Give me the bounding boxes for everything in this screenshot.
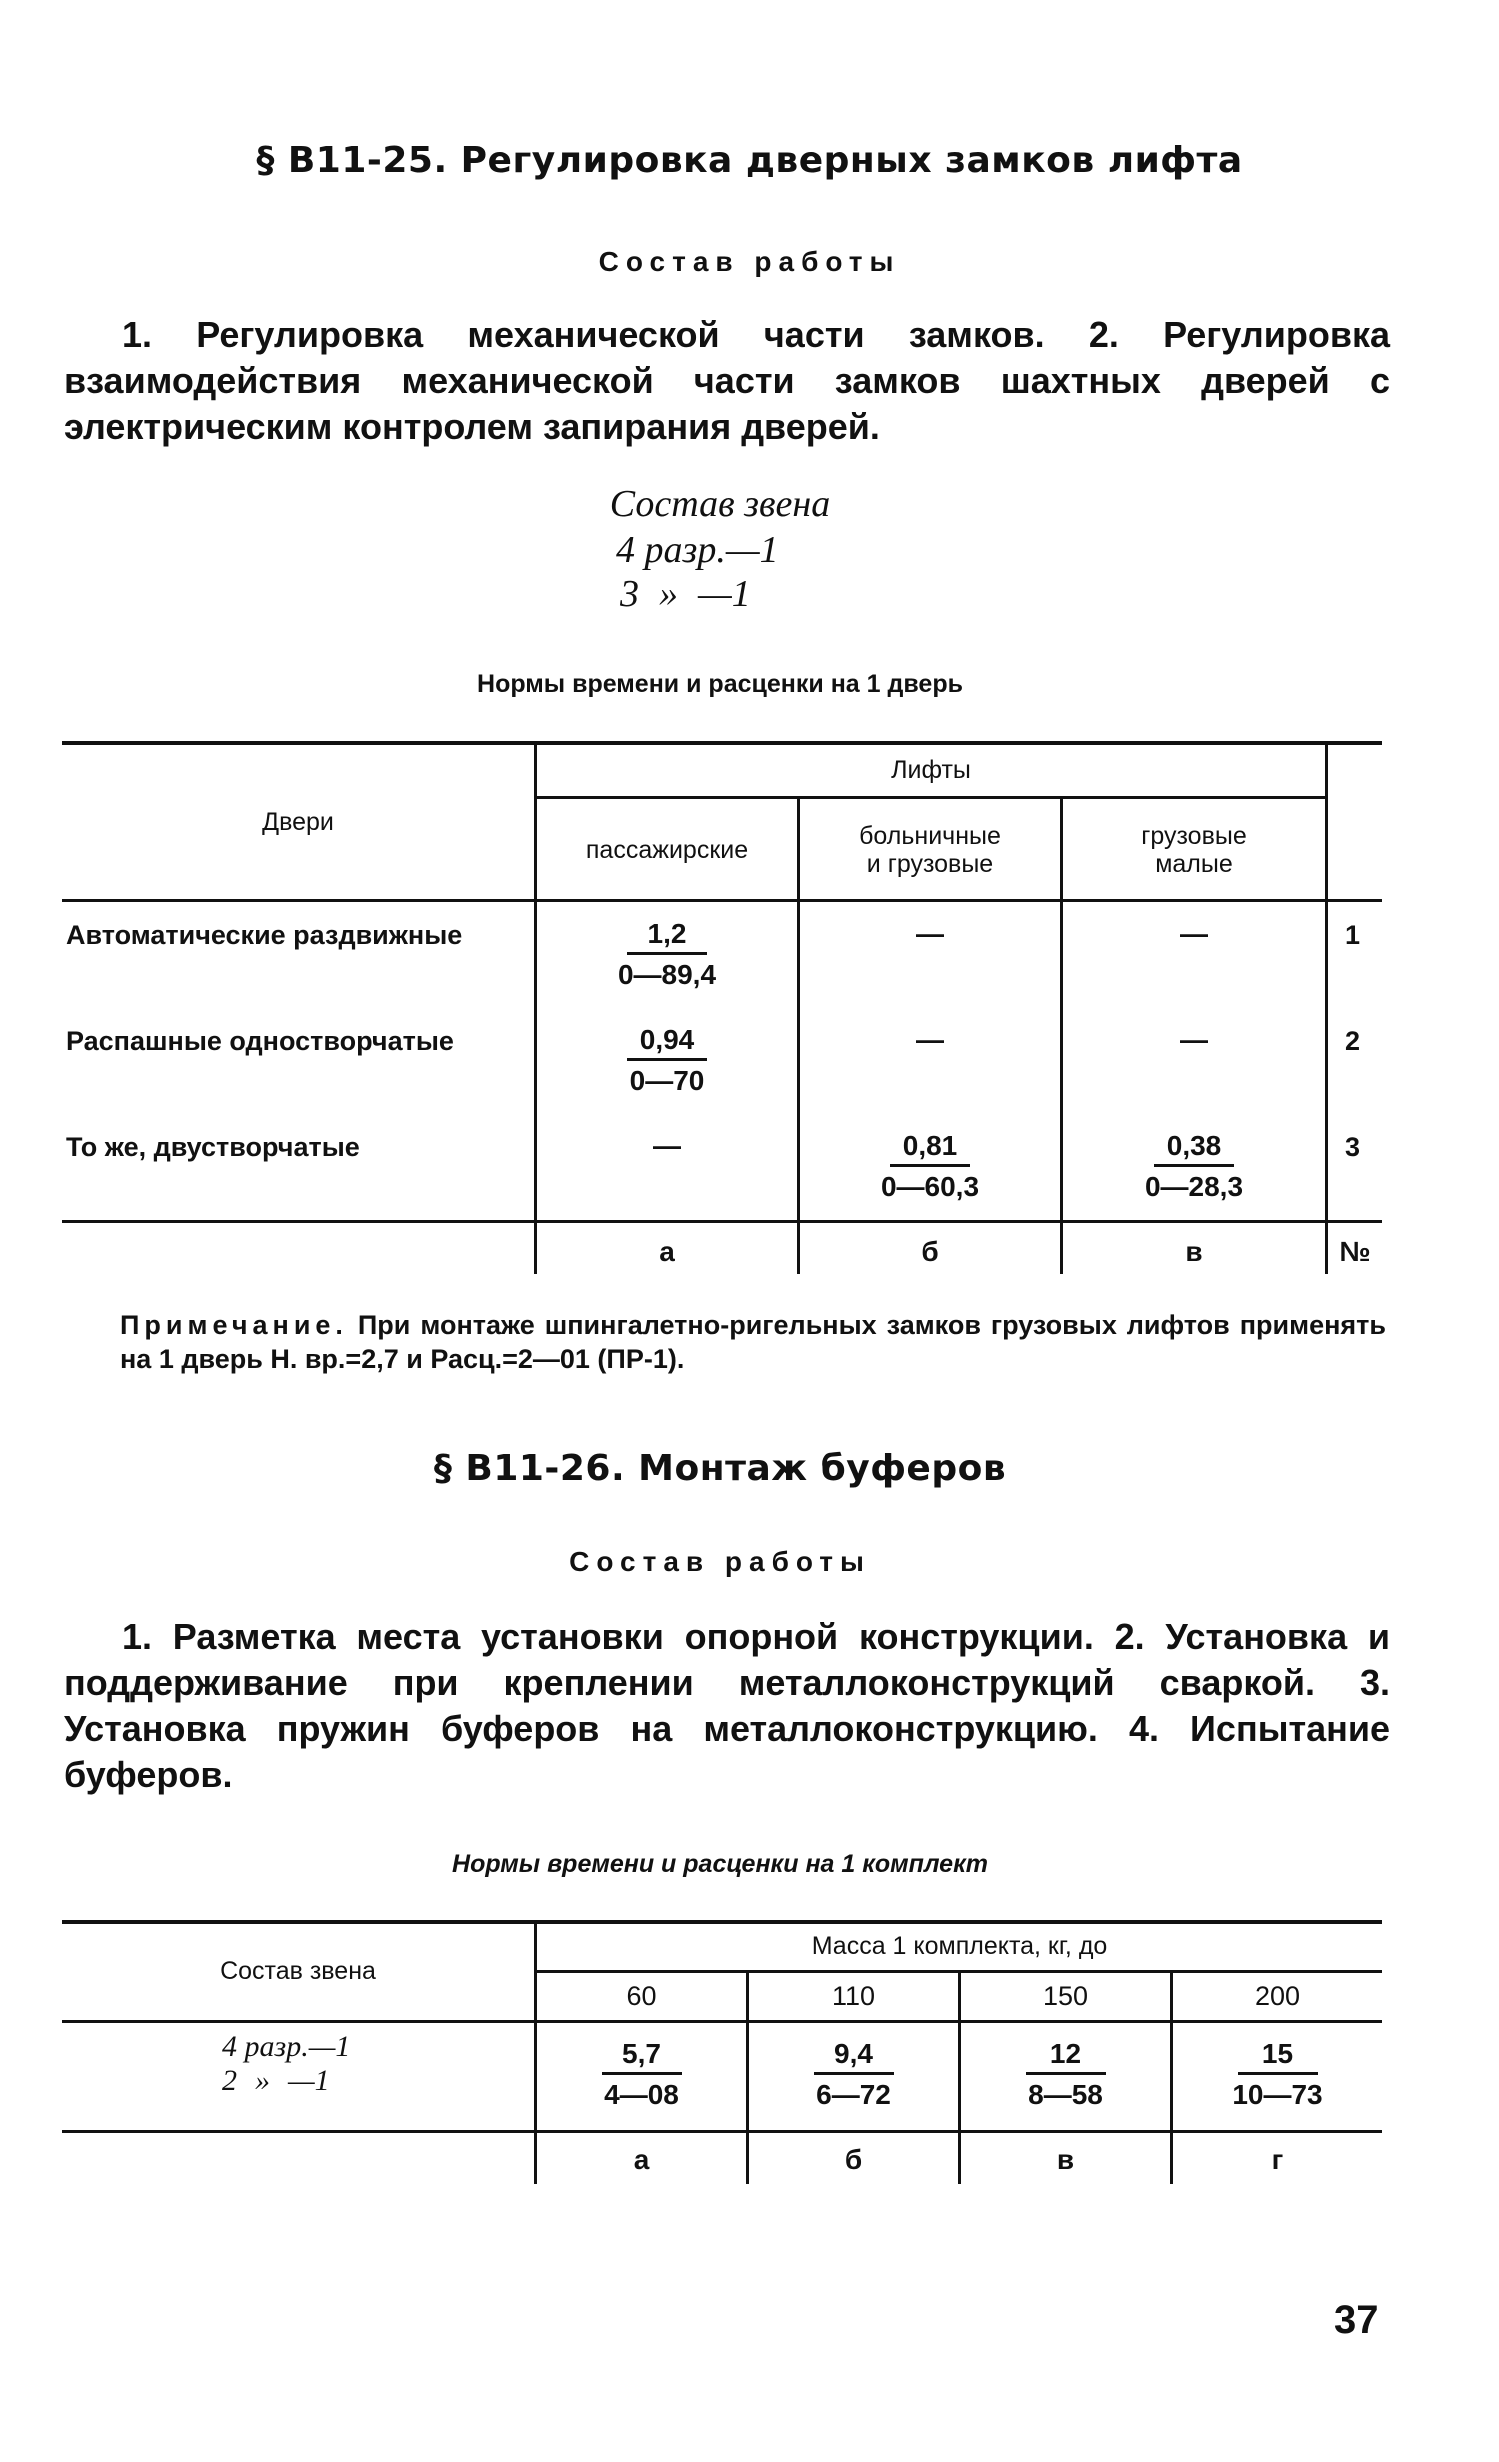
- mass-column: 60: [626, 1981, 657, 2011]
- page-number: 37: [1334, 2298, 1379, 2342]
- table-note: Примечание. При монтаже шпингалетно-ригельных замков грузовых лифтов применять на 1 дверь Н. вр.=2,7 и Расц.=2—01 (ПР-1).: [120, 1310, 1386, 1374]
- empty-cell: —: [1180, 1024, 1208, 1055]
- section-title: § В11-26. Монтаж буферов: [433, 1448, 1007, 1489]
- crew-line-2: 2 » —1: [222, 2064, 330, 2097]
- crew-line-1: 4 разр.—1: [616, 529, 779, 571]
- row-number: 3: [1345, 1132, 1361, 1162]
- number-label: №: [1339, 1236, 1371, 1267]
- empty-cell: —: [916, 1024, 944, 1055]
- row-label: Автоматические раздвижные: [66, 920, 463, 950]
- work-text: 1. Регулировка механической части замков. 2. Регулировка взаимодействия механической части замков шахтных дверей с электрическим контролем запирания дверей.: [64, 314, 1390, 447]
- empty-cell: —: [1180, 918, 1208, 949]
- column-letter: б: [844, 2144, 863, 2175]
- col-lifts-header: Лифты: [891, 756, 971, 784]
- work-heading: Состав работы: [569, 1546, 871, 1577]
- column-letter: г: [1271, 2144, 1284, 2175]
- row-number: 2: [1345, 1026, 1361, 1056]
- row-label: Распашные одностворчатые: [66, 1026, 454, 1056]
- norm-value: $\frac{0,38}{0—28,3}$: [1144, 1130, 1244, 1202]
- table-caption: Нормы времени и расценки на 1 дверь: [477, 670, 963, 698]
- section-title: § В11-25. Регулировка дверных замков лифта: [256, 140, 1243, 181]
- column-letter: в: [1185, 1236, 1203, 1267]
- row-number: 1: [1345, 920, 1361, 950]
- col-header: грузовые малые: [1141, 822, 1247, 878]
- crew-heading: Состав звена: [609, 483, 831, 525]
- norm-value: $\frac{5,7}{4—08}$: [537, 2038, 746, 2111]
- norm-value: $\frac{12}{8—58}$: [961, 2038, 1170, 2111]
- column-letter: а: [659, 1236, 675, 1267]
- crew-line-2: 3 » —1: [620, 573, 751, 615]
- column-letter: а: [633, 2144, 650, 2175]
- column-letter: в: [1056, 2144, 1075, 2175]
- col-header: пассажирские: [585, 836, 749, 864]
- crew-line-1: 4 разр.—1: [222, 2030, 351, 2063]
- work-text: 1. Разметка места установки опорной конструкции. 2. Установка и поддерживание при креплении металлоконструкций сваркой. 3. Установка пружин буферов на металлоконструкцию. 4. Испытание буферов.: [64, 1616, 1390, 1795]
- norm-value: $\frac{0,81}{0—60,3}$: [880, 1130, 980, 1202]
- norm-value: $\frac{9,4}{6—72}$: [749, 2038, 958, 2111]
- row-label: То же, двустворчатые: [66, 1132, 360, 1162]
- col-crew-header: Состав звена: [220, 1957, 376, 1985]
- col-header: больничные и грузовые: [859, 822, 1001, 878]
- col-mass-header: Масса 1 комплекта, кг, до: [811, 1932, 1108, 1960]
- column-letter: б: [921, 1236, 939, 1267]
- mass-column: 110: [831, 1981, 876, 2011]
- empty-cell: —: [916, 918, 944, 949]
- table-caption: Нормы времени и расценки на 1 комплект: [452, 1850, 988, 1878]
- norm-value: $\frac{1,2}{0—89,4}$: [617, 918, 717, 990]
- norm-value: $\frac{0,94}{0—70}$: [537, 1024, 797, 1097]
- mass-column: 150: [1042, 1981, 1089, 2011]
- work-heading: Состав работы: [598, 246, 901, 277]
- norm-value: $\frac{15}{10—73}$: [1232, 2038, 1323, 2110]
- mass-column: 200: [1254, 1981, 1301, 2011]
- empty-cell: —: [653, 1130, 681, 1161]
- col-doors-header: Двери: [262, 808, 334, 836]
